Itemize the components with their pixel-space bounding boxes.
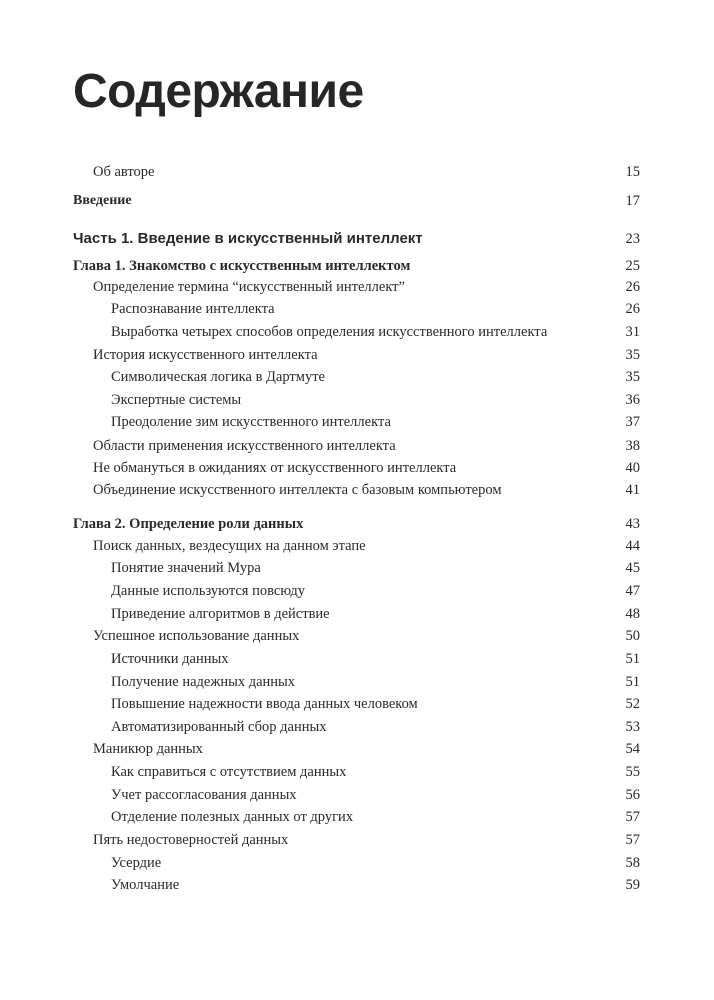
toc-subsection xyxy=(0,762,714,782)
toc-entry-label: Экспертные системы xyxy=(111,392,242,408)
toc-entry-label: Не обмануться в ожиданиях от искусственного интеллекта xyxy=(93,460,457,476)
toc-entry-page: 26 xyxy=(625,279,640,295)
toc-entry-label: Глава 1. Знакомство с искусственным интеллектом xyxy=(73,258,411,274)
toc-subsection xyxy=(0,694,714,714)
toc-entry-label: Понятие значений Мура xyxy=(111,560,261,576)
toc-entry-label: Приведение алгоритмов в действие xyxy=(111,606,330,622)
toc-entry-page: 55 xyxy=(625,764,640,780)
toc-section xyxy=(0,830,714,850)
toc-section xyxy=(0,458,714,478)
toc-entry-label: Как справиться с отсутствием данных xyxy=(111,764,347,780)
toc-entry-page: 47 xyxy=(625,583,640,599)
toc-entry xyxy=(0,162,714,182)
toc-subsection xyxy=(0,299,714,319)
toc-subsection xyxy=(0,785,714,805)
toc-entry-page: 53 xyxy=(625,719,640,735)
toc-entry-label: Глава 2. Определение роли данных xyxy=(73,516,304,532)
page-title: Содержание xyxy=(73,65,364,118)
toc-part-heading xyxy=(0,229,714,249)
toc-entry-label: Распознавание интеллекта xyxy=(111,301,275,317)
toc-section xyxy=(0,626,714,646)
toc-entry xyxy=(0,191,714,211)
toc-section xyxy=(0,536,714,556)
toc-entry-page: 31 xyxy=(625,324,640,340)
toc-subsection xyxy=(0,875,714,895)
toc-entry-label: Источники данных xyxy=(111,651,229,667)
toc-entry-page: 44 xyxy=(625,538,640,554)
toc-subsection xyxy=(0,367,714,387)
toc-entry-label: История искусственного интеллекта xyxy=(93,347,318,363)
toc-entry-label: Получение надежных данных xyxy=(111,674,296,690)
toc-subsection xyxy=(0,672,714,692)
toc-entry-page: 52 xyxy=(625,696,640,712)
toc-section xyxy=(0,345,714,365)
toc-entry-label: Преодоление зим искусственного интеллекта xyxy=(111,414,391,430)
toc-entry-page: 50 xyxy=(625,628,640,644)
toc-entry-label: Умолчание xyxy=(111,877,180,893)
toc-entry-page: 59 xyxy=(625,877,640,893)
toc-section xyxy=(0,277,714,297)
toc-entry-label: Маникюр данных xyxy=(93,741,203,757)
toc-entry-label: Усердие xyxy=(111,855,162,871)
toc-entry-page: 48 xyxy=(625,606,640,622)
toc-entry-label: Пять недостоверностей данных xyxy=(93,832,289,848)
toc-entry-page: 57 xyxy=(625,809,640,825)
toc-entry-page: 25 xyxy=(625,258,640,274)
toc-entry-label: Учет рассогласования данных xyxy=(111,787,297,803)
toc-entry-label: Введение xyxy=(73,193,132,208)
toc-entry-label: Часть 1. Введение в искусственный интеллект xyxy=(73,230,423,247)
toc-section xyxy=(0,739,714,759)
toc-entry-page: 51 xyxy=(625,674,640,690)
toc-section xyxy=(0,480,714,500)
toc-subsection xyxy=(0,558,714,578)
toc-entry-page: 56 xyxy=(625,787,640,803)
toc-subsection xyxy=(0,649,714,669)
toc-entry-page: 15 xyxy=(625,164,640,180)
toc-entry-page: 40 xyxy=(625,460,640,476)
toc-entry-label: Области применения искусственного интеллекта xyxy=(93,438,396,454)
toc-subsection xyxy=(0,807,714,827)
toc-entry-page: 43 xyxy=(625,516,640,532)
toc-entry-label: Отделение полезных данных от других xyxy=(111,809,354,825)
toc-subsection xyxy=(0,717,714,737)
toc-entry-page: 17 xyxy=(625,193,640,209)
toc-subsection xyxy=(0,322,714,342)
toc-entry-page: 38 xyxy=(625,438,640,454)
toc-entry-label: Автоматизированный сбор данных xyxy=(111,719,327,735)
toc-entry-page: 35 xyxy=(625,369,640,385)
toc-chapter xyxy=(0,256,714,276)
toc-entry-page: 45 xyxy=(625,560,640,576)
toc-entry-label: Повышение надежности ввода данных человеком xyxy=(111,696,418,712)
toc-subsection xyxy=(0,853,714,873)
toc-entry-page: 36 xyxy=(625,392,640,408)
toc-entry-label: Выработка четырех способов определения искусственного интеллекта xyxy=(111,324,548,340)
toc-entry-page: 58 xyxy=(625,855,640,871)
toc-subsection xyxy=(0,390,714,410)
toc-entry-page: 57 xyxy=(625,832,640,848)
toc-entry-page: 51 xyxy=(625,651,640,667)
toc-entry-label: Объединение искусственного интеллекта с базовым компьютером xyxy=(93,482,502,498)
toc-subsection xyxy=(0,581,714,601)
toc-entry-label: Определение термина “искусственный интеллект” xyxy=(93,279,405,295)
toc-entry-page: 41 xyxy=(625,482,640,498)
toc-section xyxy=(0,436,714,456)
toc-entry-label: Успешное использование данных xyxy=(93,628,300,644)
toc-subsection xyxy=(0,604,714,624)
toc-entry-page: 37 xyxy=(625,414,640,430)
toc-entry-page: 23 xyxy=(625,231,640,247)
toc-entry-page: 54 xyxy=(625,741,640,757)
toc-entry-label: Поиск данных, вездесущих на данном этапе xyxy=(93,538,366,554)
toc-entry-label: Данные используются повсюду xyxy=(111,583,306,599)
toc-entry-label: Об авторе xyxy=(93,164,155,180)
toc-chapter xyxy=(0,514,714,534)
toc-subsection xyxy=(0,412,714,432)
toc-entry-label: Символическая логика в Дартмуте xyxy=(111,369,325,385)
toc-entry-page: 35 xyxy=(625,347,640,363)
toc-entry-page: 26 xyxy=(625,301,640,317)
